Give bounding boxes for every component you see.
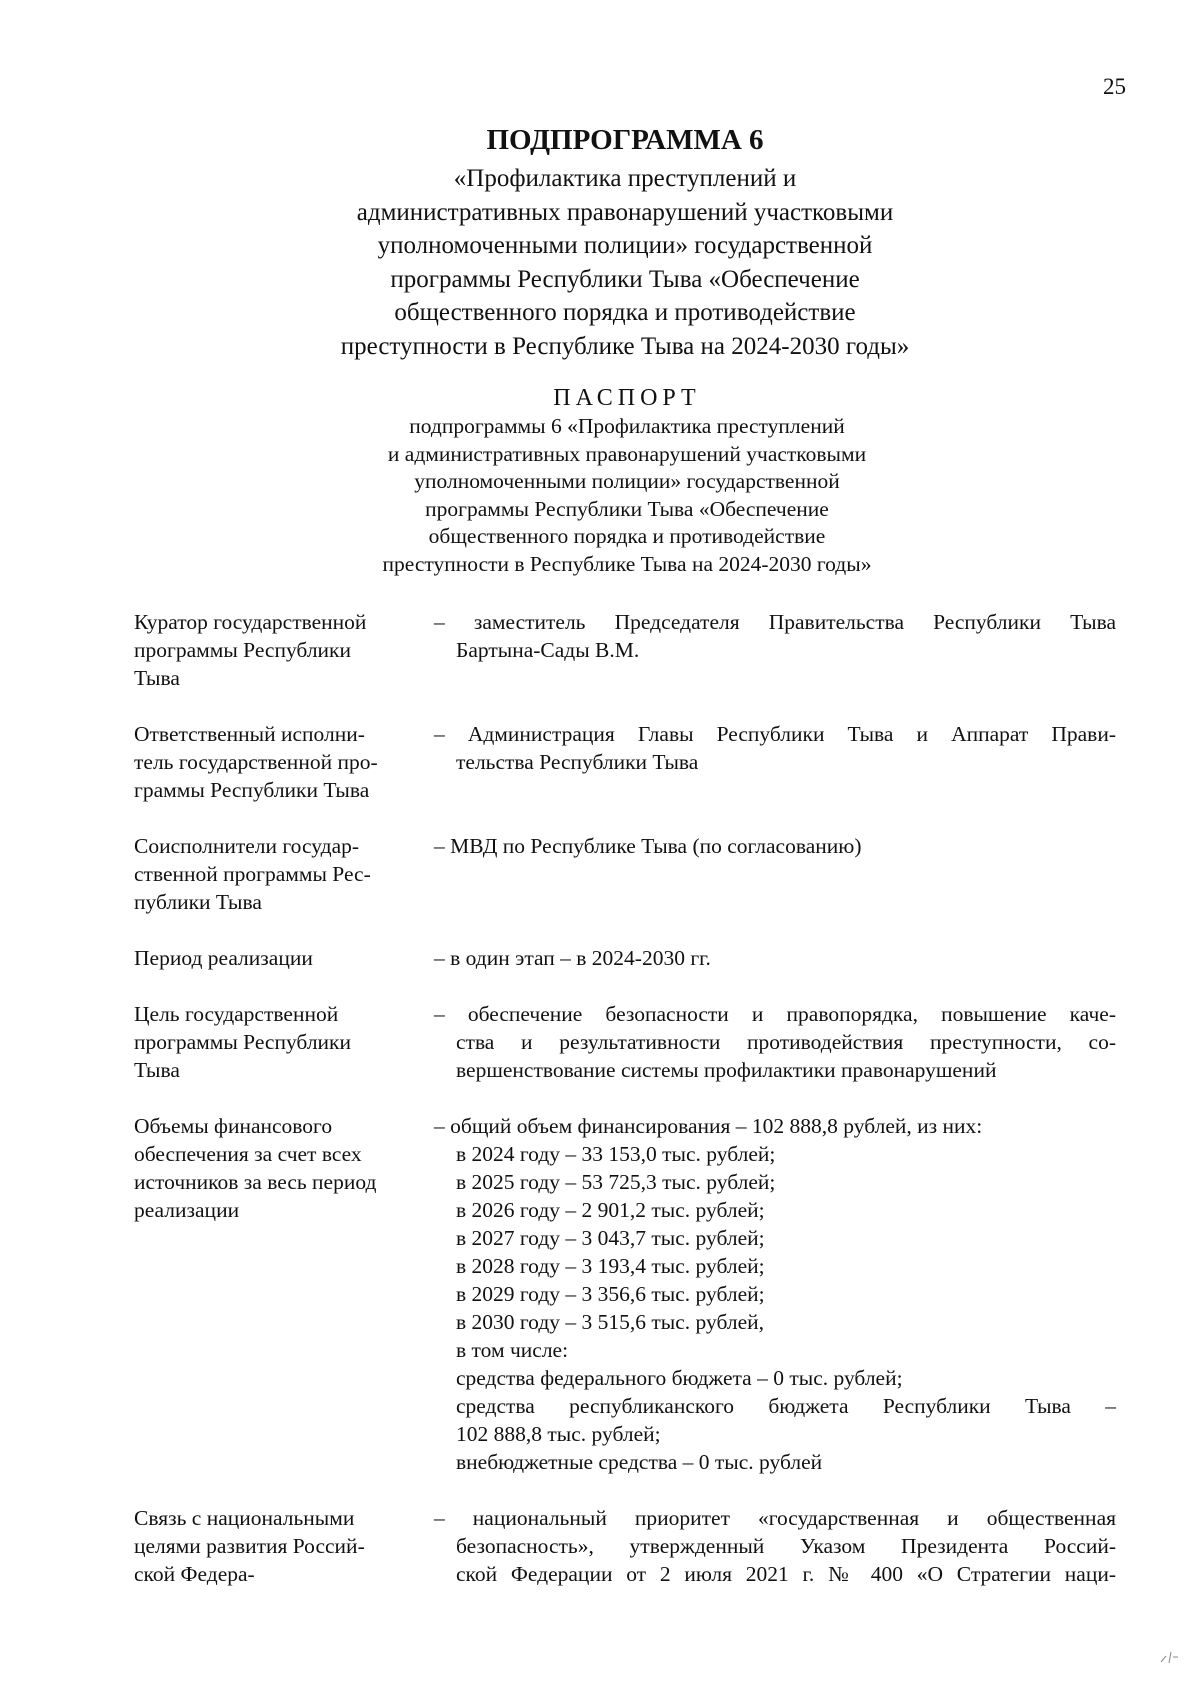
- passport-subtitle-line: уполномоченными полиции» государственной: [414, 469, 840, 493]
- scan-artifact-icon: [1158, 1648, 1180, 1666]
- row-value-line: – обеспечение безопасности и правопорядка, повышение каче-: [434, 1002, 1116, 1026]
- row-label-line: обеспечения за счет всех: [134, 1142, 362, 1166]
- row-value: [434, 608, 1116, 692]
- row-value-line: – национальный приоритет «государственная и общественная: [434, 1506, 1116, 1530]
- subprogram-subtitle-line: общественного порядка и противодействие: [394, 299, 856, 326]
- row-value-line: безопасность», утвержденный Указом Президента Россий-: [456, 1534, 1116, 1558]
- row-label-line: публики Тыва: [134, 890, 262, 914]
- passport-title: ПАСПОРТ: [553, 385, 701, 411]
- row-label: [134, 1000, 434, 1084]
- row-value-line: – в один этап – в 2024-2030 гг.: [434, 946, 711, 970]
- row-label-line: тель государственной про-: [134, 750, 378, 774]
- subprogram-title-block: [0, 120, 1200, 363]
- row-value-line: в 2027 году – 3 043,7 тыс. рублей;: [456, 1226, 765, 1250]
- passport-row-period: [134, 944, 1116, 972]
- row-value-line: вершенствование системы профилактики правонарушений: [456, 1058, 997, 1082]
- row-value-line: в 2029 году – 3 356,6 тыс. рублей;: [456, 1282, 765, 1306]
- row-value-line: в 2024 году – 33 153,0 тыс. рублей;: [456, 1142, 776, 1166]
- subprogram-subtitle-line: преступности в Республике Тыва на 2024-2030 годы»: [340, 332, 910, 360]
- subprogram-subtitle-line: «Профилактика преступлений и: [453, 165, 797, 192]
- row-value: [434, 1112, 1116, 1476]
- passport-row-goal: [134, 1000, 1116, 1084]
- row-value-line: – Администрация Главы Республики Тыва и Аппарат Прави-: [434, 722, 1116, 746]
- row-label-line: Тыва: [134, 666, 180, 690]
- row-value-line: в 2030 году – 3 515,6 тыс. рублей,: [456, 1310, 765, 1334]
- row-label-line: программы Республики: [134, 638, 352, 662]
- page-number: 25: [1103, 74, 1126, 99]
- passport-row-curator: [134, 608, 1116, 692]
- passport-subtitle-line: и административных правонарушений участковыми: [387, 441, 867, 466]
- row-label-line: ственной программы Рес-: [134, 862, 371, 886]
- row-label-line: реализации: [134, 1198, 240, 1222]
- row-label-line: граммы Республики Тыва: [134, 778, 370, 802]
- row-label-line: программы Республики: [134, 1030, 352, 1054]
- passport-subtitle-line: подпрограммы 6 «Профилактика преступлений: [409, 414, 845, 438]
- row-value-line: в 2028 году – 3 193,4 тыс. рублей;: [456, 1254, 765, 1278]
- passport-row-responsible-executor: [134, 720, 1116, 804]
- row-value: [434, 832, 1116, 916]
- row-value-line: ства и результативности противодействия преступности, со-: [456, 1030, 1116, 1054]
- row-value-line: в 2026 году – 2 901,2 тыс. рублей;: [456, 1198, 765, 1222]
- row-label: [134, 944, 434, 972]
- row-label: [134, 720, 434, 804]
- row-value-line: Бартына-Сады В.М.: [456, 638, 640, 662]
- row-label-line: Тыва: [134, 1058, 180, 1082]
- row-label-line: Объемы финансового: [134, 1114, 333, 1138]
- row-label-line: Куратор государственной: [134, 610, 367, 634]
- subprogram-subtitle-line: административных правонарушений участковыми: [356, 198, 894, 226]
- row-label-line: Связь с национальными: [134, 1506, 355, 1530]
- row-value-line: средства республиканского бюджета Республики Тыва –: [456, 1394, 1116, 1418]
- row-label-line: ской Федера-: [134, 1562, 255, 1586]
- scan-artifact-mark: [1158, 1648, 1180, 1671]
- row-value-line: средства федерального бюджета – 0 тыс. рублей;: [456, 1366, 903, 1390]
- row-value-line: внебюджетные средства – 0 тыс. рублей: [456, 1450, 823, 1474]
- passport-table: [134, 608, 1116, 1616]
- row-value: [434, 944, 1116, 972]
- row-label: [134, 1112, 434, 1476]
- row-label: [134, 832, 434, 916]
- passport-row-financing: [134, 1112, 1116, 1476]
- row-value-line: в том числе:: [456, 1338, 569, 1362]
- row-value: [434, 720, 1116, 804]
- passport-subtitle-line: преступности в Республике Тыва на 2024-2030 годы»: [382, 551, 872, 576]
- row-value-line: – общий объем финансирования – 102 888,8 рублей, из них:: [434, 1114, 983, 1138]
- passport-header-block: [0, 383, 1200, 578]
- subprogram-subtitle-line: уполномоченными полиции» государственной: [377, 232, 873, 259]
- row-value-line: ской Федерации от 2 июля 2021 г. № 400 «О Стратегии наци-: [456, 1562, 1116, 1586]
- row-label-line: Цель государственной: [134, 1002, 339, 1026]
- row-label: [134, 1504, 434, 1588]
- passport-subtitle-line: общественного порядка и противодействие: [428, 524, 826, 548]
- row-label-line: целями развития Россий-: [134, 1534, 365, 1558]
- subprogram-title: ПОДПРОГРАММА 6: [486, 124, 764, 156]
- row-value-line: в 2025 году – 53 725,3 тыс. рублей;: [456, 1170, 776, 1194]
- row-label-line: Ответственный исполни-: [134, 722, 365, 746]
- passport-row-co-executors: [134, 832, 1116, 916]
- row-value: [434, 1504, 1116, 1588]
- row-value-line: – заместитель Председателя Правительства Республики Тыва: [434, 610, 1116, 634]
- passport-subtitle-line: программы Республики Тыва «Обеспечение: [425, 496, 829, 521]
- passport-row-national-goals: [134, 1504, 1116, 1588]
- row-label-line: Соисполнители государ-: [134, 834, 360, 858]
- row-label: [134, 608, 434, 692]
- row-value-line: 102 888,8 тыс. рублей;: [456, 1422, 661, 1446]
- row-value: [434, 1000, 1116, 1084]
- row-value-line: – МВД по Республике Тыва (по согласованию): [434, 834, 862, 858]
- row-value-line: тельства Республики Тыва: [456, 750, 699, 774]
- subprogram-subtitle-line: программы Республики Тыва «Обеспечение: [390, 265, 860, 293]
- row-label-line: источников за весь период: [134, 1170, 377, 1194]
- row-label-line: Период реализации: [134, 946, 313, 970]
